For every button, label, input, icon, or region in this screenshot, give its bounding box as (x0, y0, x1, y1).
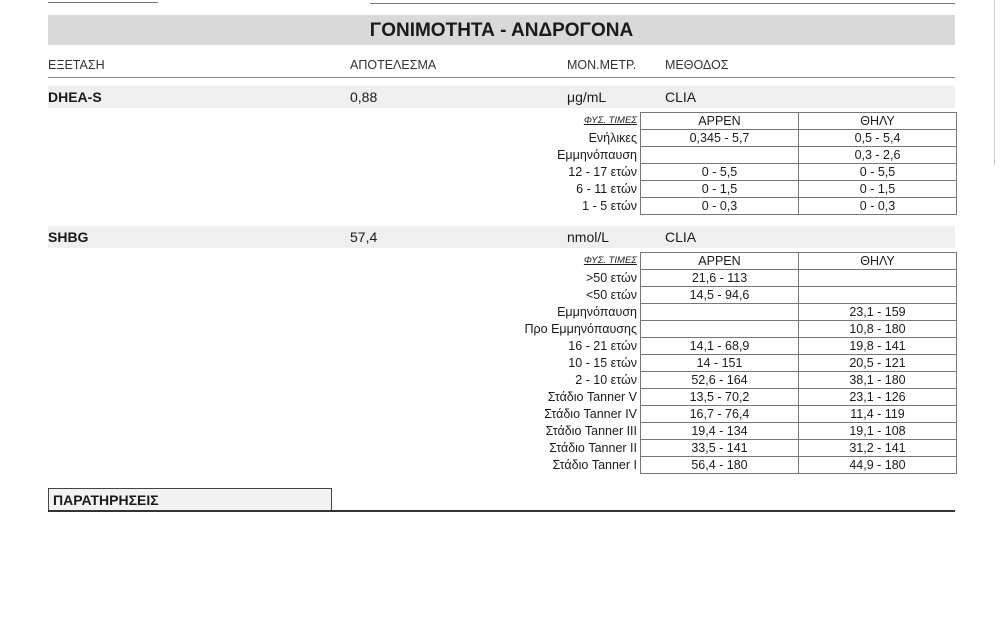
reference-male-value: 52,6 - 164 (641, 372, 799, 389)
test-name: SHBG (48, 229, 89, 245)
test-name: DHEA-S (48, 89, 102, 105)
reference-table-dheas (509, 112, 957, 215)
reference-row (509, 130, 957, 147)
reference-male-value: 0 - 0,3 (641, 198, 799, 215)
reference-male-value: 0 - 5,5 (641, 164, 799, 181)
reference-female-value (799, 287, 957, 304)
reference-male-value: 13,5 - 70,2 (641, 389, 799, 406)
column-header-unit: ΜΟΝ.ΜΕΤΡ. (567, 58, 637, 72)
reference-age-label: 16 - 21 ετών (568, 339, 637, 353)
reference-row (509, 372, 957, 389)
reference-age-label: 10 - 15 ετών (568, 356, 637, 370)
reference-female-header: ΘΗΛΥ (799, 253, 957, 270)
reference-male-value (641, 304, 799, 321)
reference-female-value: 0 - 0,3 (799, 198, 957, 215)
reference-male-value (641, 147, 799, 164)
column-header-test: ΕΞΕΤΑΣΗ (48, 58, 105, 72)
test-method: CLIA (665, 89, 697, 105)
reference-female-value: 44,9 - 180 (799, 457, 957, 474)
reference-female-value: 11,4 - 119 (799, 406, 957, 423)
reference-male-value: 14,1 - 68,9 (641, 338, 799, 355)
page-edge-line (994, 0, 1000, 165)
reference-row (509, 287, 957, 304)
reference-male-value: 56,4 - 180 (641, 457, 799, 474)
reference-male-value: 14,5 - 94,6 (641, 287, 799, 304)
reference-female-value: 19,1 - 108 (799, 423, 957, 440)
reference-female-value: 20,5 - 121 (799, 355, 957, 372)
test-method: CLIA (665, 229, 697, 245)
reference-female-value: 0,5 - 5,4 (799, 130, 957, 147)
reference-male-value: 14 - 151 (641, 355, 799, 372)
reference-age-label: 6 - 11 ετών (576, 182, 637, 196)
test-result: 57,4 (350, 229, 378, 245)
reference-age-label: Εμμηνόπαυση (557, 148, 637, 162)
reference-male-header: ΑΡΡΕΝ (641, 113, 799, 130)
reference-female-value: 10,8 - 180 (799, 321, 957, 338)
reference-age-label: Ενήλικες (588, 131, 637, 145)
remarks-title: ΠΑΡΑΤΗΡΗΣΕΙΣ (48, 488, 332, 512)
reference-header-row (509, 113, 957, 130)
reference-male-value (641, 321, 799, 338)
reference-label-header: ΦΥΣ. ΤΙΜΕΣ (583, 255, 637, 266)
reference-age-label: Στάδιο Tanner III (545, 424, 637, 438)
reference-female-value: 23,1 - 126 (799, 389, 957, 406)
reference-row (509, 440, 957, 457)
reference-female-value (799, 270, 957, 287)
reference-age-label: Στάδιο Tanner II (549, 441, 637, 455)
reference-row (509, 338, 957, 355)
reference-male-value: 21,6 - 113 (641, 270, 799, 287)
reference-male-value: 33,5 - 141 (641, 440, 799, 457)
reference-male-header: ΑΡΡΕΝ (641, 253, 799, 270)
header-divider (48, 77, 955, 78)
reference-female-value: 23,1 - 159 (799, 304, 957, 321)
previous-section-box-edge (370, 0, 955, 4)
reference-row (509, 355, 957, 372)
reference-row (509, 198, 957, 215)
test-unit: nmol/L (567, 229, 610, 245)
reference-row (509, 457, 957, 474)
reference-row (509, 304, 957, 321)
reference-age-label: <50 ετών (585, 288, 637, 302)
reference-header-row (509, 253, 957, 270)
reference-female-value: 38,1 - 180 (799, 372, 957, 389)
remarks-divider (48, 510, 955, 512)
reference-female-value: 0 - 5,5 (799, 164, 957, 181)
section-title: ΓΟΝΙΜΟΤΗΤΑ - ΑΝΔΡΟΓΟΝΑ (48, 15, 955, 45)
test-unit: μg/mL (567, 89, 607, 105)
previous-section-underline (48, 0, 158, 3)
reference-age-label: Προ Εμμηνόπαυσης (524, 322, 637, 336)
test-row-dheas (48, 86, 955, 108)
reference-female-value: 31,2 - 141 (799, 440, 957, 457)
reference-age-label: 1 - 5 ετών (582, 199, 637, 213)
reference-age-label: Στάδιο Tanner V (547, 390, 637, 404)
reference-age-label: >50 ετών (585, 271, 637, 285)
reference-row (509, 147, 957, 164)
reference-male-value: 0 - 1,5 (641, 181, 799, 198)
column-header-method: ΜΕΘΟΔΟΣ (665, 58, 729, 72)
reference-table-shbg (509, 252, 957, 474)
reference-age-label: 2 - 10 ετών (575, 373, 637, 387)
reference-male-value: 19,4 - 134 (641, 423, 799, 440)
reference-female-value: 0 - 1,5 (799, 181, 957, 198)
test-result: 0,88 (350, 89, 378, 105)
test-row-shbg (48, 226, 955, 248)
reference-row (509, 423, 957, 440)
reference-label-header: ΦΥΣ. ΤΙΜΕΣ (583, 115, 637, 126)
reference-row (509, 270, 957, 287)
reference-female-value: 0,3 - 2,6 (799, 147, 957, 164)
reference-age-label: Εμμηνόπαυση (557, 305, 637, 319)
reference-row (509, 181, 957, 198)
reference-row (509, 321, 957, 338)
column-header-result: ΑΠΟΤΕΛΕΣΜΑ (350, 58, 437, 72)
reference-male-value: 16,7 - 76,4 (641, 406, 799, 423)
reference-row (509, 389, 957, 406)
reference-age-label: Στάδιο Tanner IV (544, 407, 637, 421)
reference-row (509, 164, 957, 181)
reference-male-value: 0,345 - 5,7 (641, 130, 799, 147)
reference-age-label: Στάδιο Tanner I (552, 458, 637, 472)
reference-age-label: 12 - 17 ετών (568, 165, 637, 179)
reference-row (509, 406, 957, 423)
reference-female-value: 19,8 - 141 (799, 338, 957, 355)
reference-female-header: ΘΗΛΥ (799, 113, 957, 130)
